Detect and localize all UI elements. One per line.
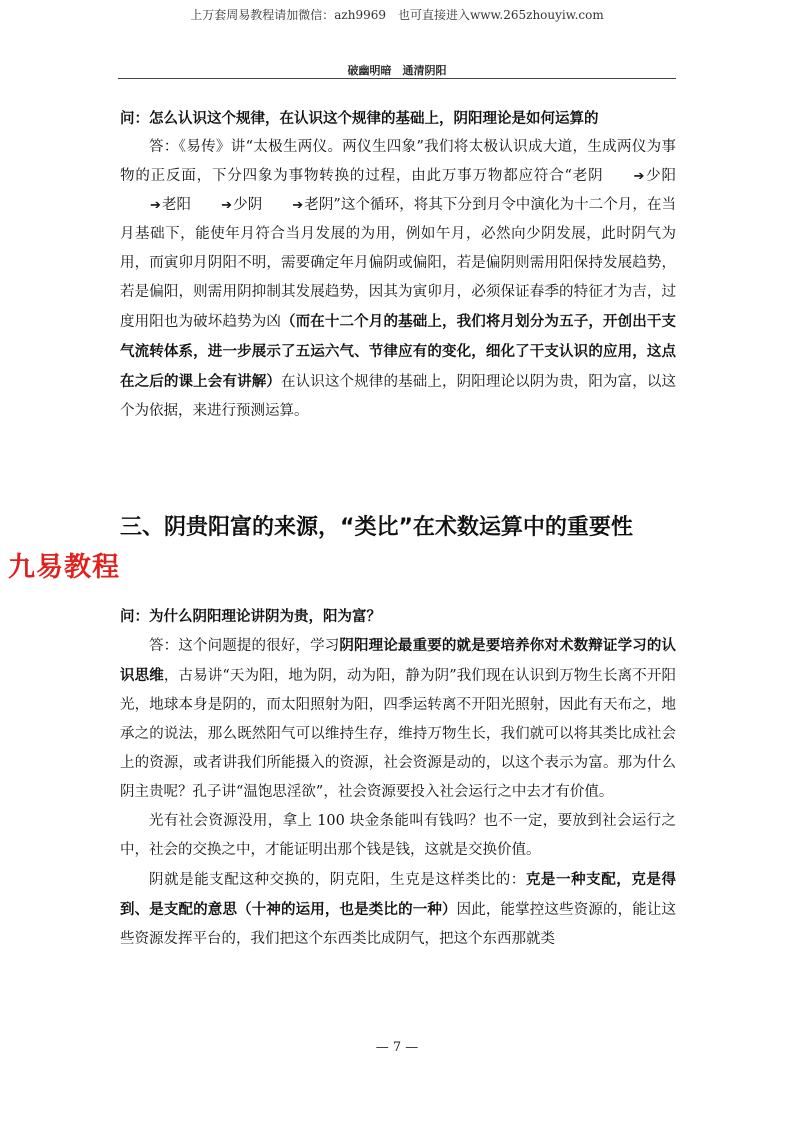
running-head: 破幽明暗 通清阴阳 — [347, 64, 447, 77]
answer-1-text-a: 答：《易传》讲“太极生两仪。两仪生四象”我们将太极认识成大道，生成两仪为事物的正反面，下分四象为事物转换的过程，由此万事万物都应符合“老阴 — [120, 139, 676, 184]
watermark-logo: 九易教程 — [8, 552, 120, 583]
answer-1-bold-note: （而在十二个月的基础上，我们将月划分为五子，开创出干支气流转体系，进一步展示了五运六气、节律应有的变化，细化了干支认识的应用，这点在之后的课上会有讲解） — [120, 313, 677, 390]
top-banner: 上万套周易教程请加微信：azh9969 也可直接进入www.265zhouyiw.com — [190, 8, 604, 22]
cycle-stage-shaoyin: 少阴 — [233, 197, 263, 213]
section-3-title: 三、阴贵阳富的来源，“类比”在术数运算中的重要性 — [120, 515, 633, 540]
cycle-stage-laoyin: 老阴 — [304, 197, 334, 213]
question-2: 问：为什么阴阳理论讲阴为贵，阳为富？ — [120, 608, 381, 625]
answer-1-text-b: ”这个循环，将其下分到月令中演化为十二个月，在当月基础下，能使年月符合当月发展的为用，例如午月，必然向少阴发展，此时阴气为用，而寅卯月阴阳不明，需要确定年月偏阴或偏阳，若是偏阴则需用阳保持发展趋势，若是偏阳，则需用阴抑制其发展趋势，因其为寅卯月，必须保证春季的特征才为吉，过度用阳也为破坏趋势为凶 — [120, 197, 677, 330]
answer-2-text-a: 答：这个问题提的很好，学习 — [149, 638, 340, 654]
arrow-icon: ➔ — [292, 198, 304, 213]
answer-1-paragraph — [120, 133, 676, 426]
answer-2-text-b: ，古易讲“天为阳，地为阴，动为阳，静为阴”我们现在认识到万物生长离不开阳光，地球本身是阴的，而太阳照射为阳，四季运转离不开阳光照射，因此有天布之，地承之的说法，那么既然阳气可以维持生存，维持万物生长，我们就可以将其类比成社会上的资源，或者讲我们所能摄入的资源，社会资源是动的，以这个表示为富。那为什么阴主贵呢？孔子讲“温饱思淫欲”，社会资源要投入社会运行之中去才有价值。 — [120, 668, 677, 800]
cycle-stage-laoyang: 老阳 — [161, 197, 192, 213]
answer-2-p3-bold: 克是一种支配，克是得到、是支配的意思（十神的运用，也是类比的一种） — [120, 871, 677, 918]
section-1-body — [120, 104, 676, 426]
answer-2-paragraph-2: 光有社会资源没用，拿上 100 块金条能叫有钱吗？也不一定，要放到社会运行之中，社会的交换之中，才能证明出那个钱是钱，这就是交换价值。 — [120, 813, 676, 858]
answer-1-text-c: 在认识这个规律的基础上，阴阳理论以阴为贵，阳为富，以这个为依据，来进行预测运算。 — [120, 374, 677, 419]
answer-2-p3-text-a: 阴就是能支配这种交换的，阴克阳，生克是这样类比的： — [149, 872, 526, 888]
answer-2-bold: 阴阳理论最重要的就是要培养你对术数辩证学习的认识思维 — [120, 637, 677, 684]
question-1: 问：怎么认识这个规律，在认识这个规律的基础上，阴阳理论是如何运算的 — [120, 110, 599, 127]
answer-2-paragraph-1 — [120, 631, 676, 807]
arrow-icon: ➔ — [221, 198, 233, 213]
cycle-stage-shaoyang: 少阳 — [645, 168, 677, 184]
answer-2-paragraph-3 — [120, 865, 676, 954]
arrow-icon: ➔ — [150, 198, 161, 213]
answer-2-p3-text-b: 因此，能掌控这些资源的，能让这些资源发挥平台的，我们把这个东西类比成阴气，把这个东西那就类 — [120, 902, 676, 947]
header-rule — [118, 78, 676, 79]
arrow-icon: ➔ — [633, 169, 645, 184]
page-number: — 7 — — [375, 1040, 419, 1055]
section-3-body — [120, 602, 676, 954]
